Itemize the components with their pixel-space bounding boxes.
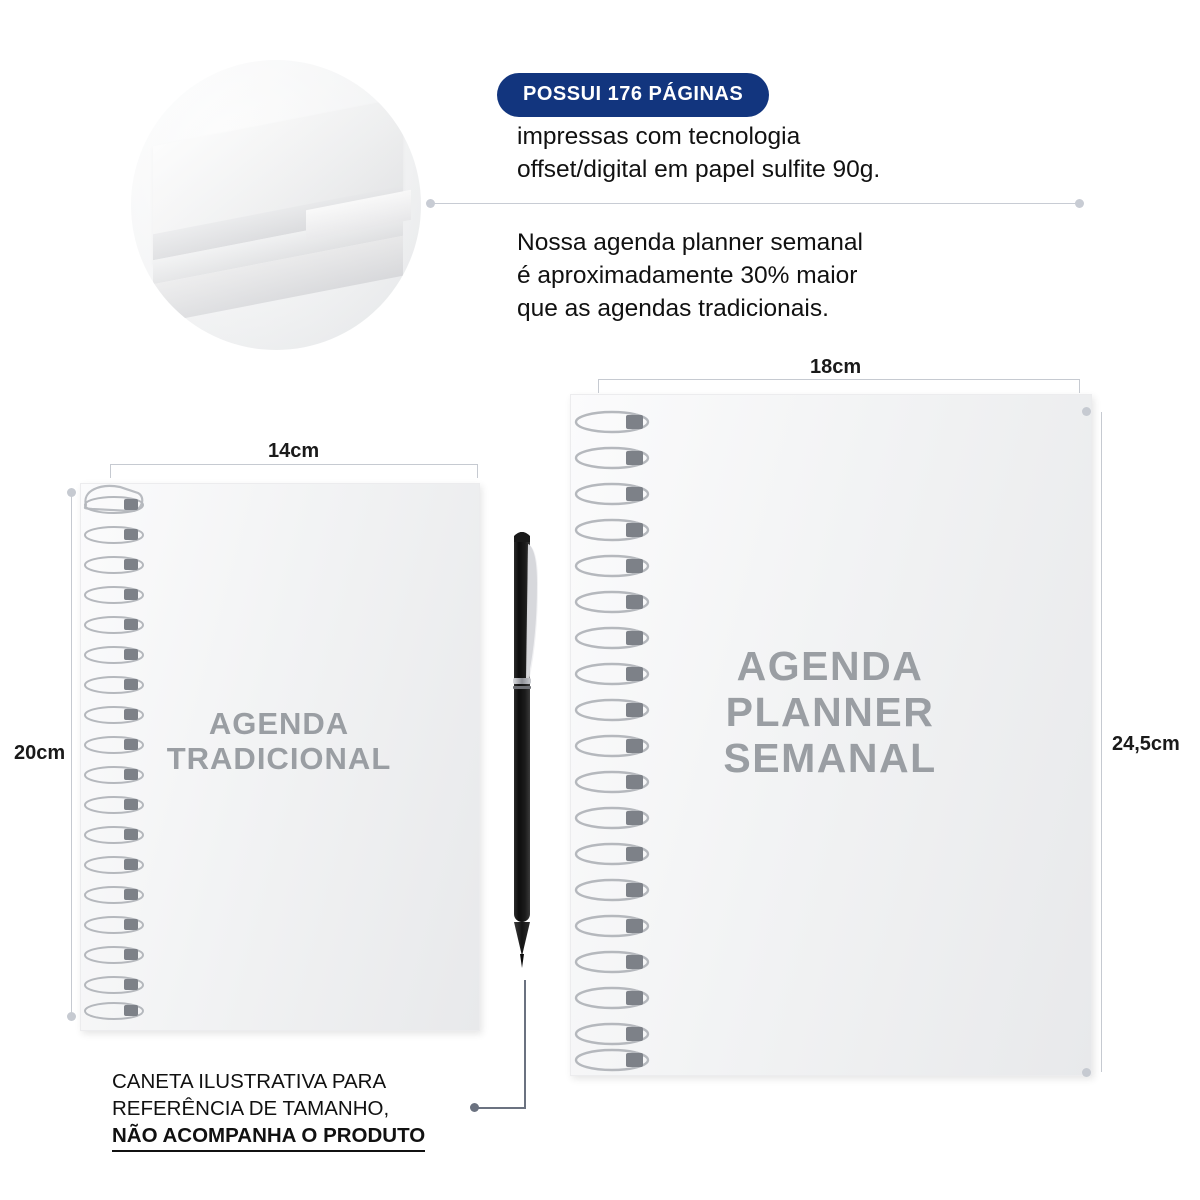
pen-disclaimer xyxy=(112,1068,532,1152)
subheadline-text xyxy=(517,226,1077,325)
subheadline-line-1: Nossa agenda planner semanal xyxy=(517,229,863,256)
large-width-tick-right xyxy=(1079,379,1080,393)
headline-line-1: impressas com tecnologia xyxy=(517,123,801,150)
small-height-guide-line xyxy=(71,492,72,1020)
small-width-tick-right xyxy=(477,464,478,478)
notebook-traditional xyxy=(80,483,478,1029)
large-width-tick-left xyxy=(598,379,599,393)
subheadline-line-2: é aproximadamente 30% maior xyxy=(517,262,858,289)
small-height-dot-top xyxy=(67,488,76,497)
large-height-guide-line xyxy=(1101,412,1102,1072)
notebook-traditional-title xyxy=(80,707,478,776)
large-height-dot-top xyxy=(1082,407,1091,416)
pen-disclaimer-line-3: NÃO ACOMPANHA O PRODUTO xyxy=(112,1122,425,1152)
notebook-traditional-title-line-1: AGENDA xyxy=(208,706,350,741)
paper-stack-icon xyxy=(131,60,421,350)
paper-shading-overlay xyxy=(131,60,421,350)
callout-connector-dot-right xyxy=(1075,199,1084,208)
callout-connector-line xyxy=(430,203,1080,204)
notebook-planner-title-line-2: PLANNER xyxy=(725,688,935,735)
small-width-label: 14cm xyxy=(268,440,320,462)
small-width-guide-line xyxy=(110,464,478,465)
notebook-planner-title-line-3: SEMANAL xyxy=(723,734,937,781)
large-width-guide-line xyxy=(598,379,1080,380)
headline-line-2: offset/digital em papel sulfite 90g. xyxy=(517,156,881,183)
headline-text xyxy=(517,120,1077,186)
pages-badge: POSSUI 176 PÁGINAS xyxy=(497,73,769,117)
notebook-planner xyxy=(570,394,1090,1074)
large-height-label: 24,5cm xyxy=(1112,733,1180,755)
subheadline-line-3: que as agendas tradicionais. xyxy=(517,295,829,322)
small-width-tick-left xyxy=(110,464,111,478)
callout-connector-dot-left xyxy=(426,199,435,208)
notebook-planner-title-line-1: AGENDA xyxy=(736,643,924,689)
pen-icon xyxy=(506,530,538,970)
pen-disclaimer-line-2: REFERÊNCIA DE TAMANHO, xyxy=(112,1097,390,1120)
large-width-label: 18cm xyxy=(810,356,862,378)
notebook-planner-title xyxy=(570,644,1090,782)
small-height-label: 20cm xyxy=(14,742,66,764)
notebook-traditional-title-line-2: TRADICIONAL xyxy=(166,740,392,776)
pen-disclaimer-line-1: CANETA ILUSTRATIVA PARA xyxy=(112,1070,387,1093)
small-height-dot-bottom xyxy=(67,1012,76,1021)
large-height-dot-bottom xyxy=(1082,1068,1091,1077)
